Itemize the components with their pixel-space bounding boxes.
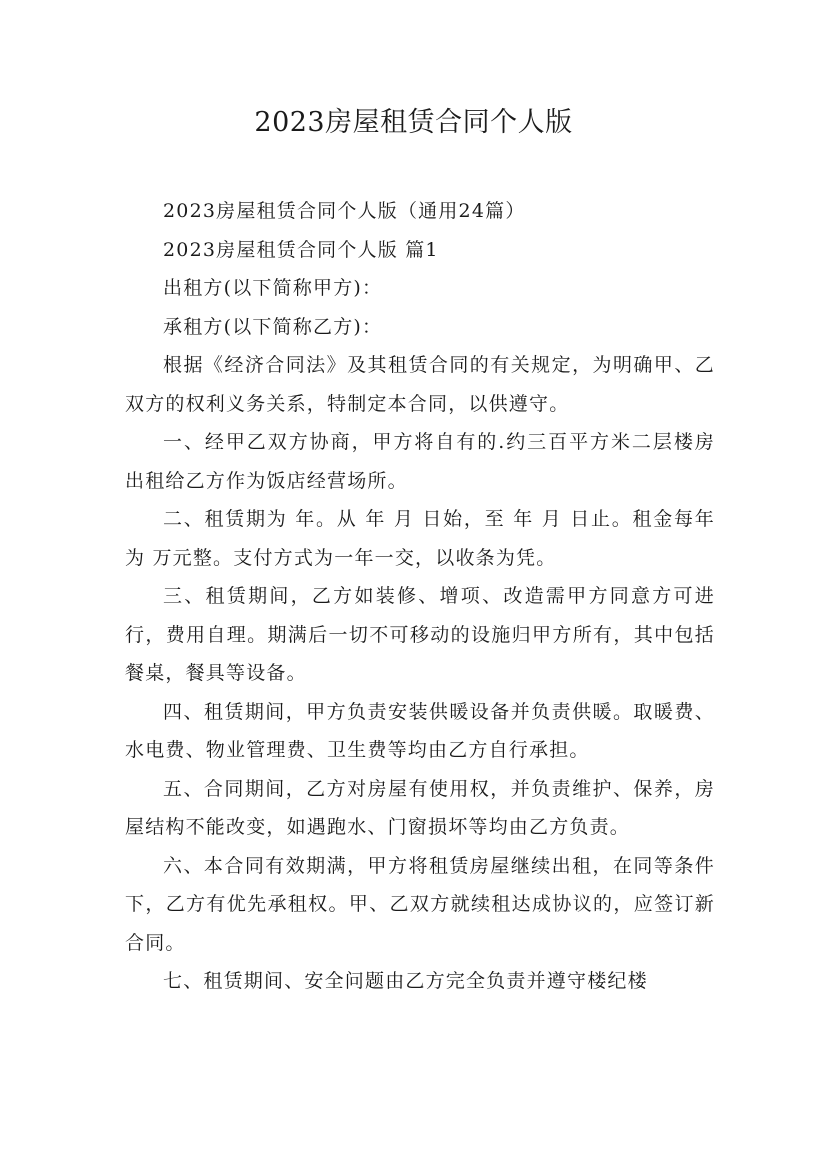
paragraph-lessee: 承租方(以下简称乙方)：	[163, 315, 383, 338]
document-body	[125, 192, 715, 1001]
paragraph-clause-6: 六、本合同有效期满，甲方将租赁房屋继续出租，在同等条件下，乙方有优先承租权。甲、乙双方就续租达成协议的，应签订新合同。	[125, 854, 715, 954]
paragraph-section-heading: 2023房屋租赁合同个人版 篇1	[163, 238, 439, 261]
paragraph-clause-4: 四、租赁期间，甲方负责安装供暖设备并负责供暖。取暖费、水电费、物业管理费、卫生费等均由乙方自行承担。	[125, 700, 715, 761]
paragraph-preamble: 根据《经济合同法》及其租赁合同的有关规定，为明确甲、乙双方的权利义务关系，特制定本合同，以供遵守。	[125, 354, 715, 415]
document-title: 2023房屋租赁合同个人版	[254, 107, 573, 138]
paragraph-clause-7: 七、租赁期间、安全问题由乙方完全负责并遵守楼纪楼	[163, 970, 648, 992]
paragraph-clause-2: 二、租赁期为 年。从 年 月 日始，至 年 月 日止。租金每年为 万元整。支付方式为一年一交，以收条为凭。	[125, 508, 715, 569]
paragraph-lessor: 出租方(以下简称甲方)：	[163, 277, 383, 299]
paragraph-clause-3: 三、租赁期间，乙方如装修、增项、改造需甲方同意方可进行，费用自理。期满后一切不可移动的设施归甲方所有，其中包括餐桌，餐具等设备。	[125, 585, 715, 684]
paragraph-clause-5: 五、合同期间，乙方对房屋有使用权，并负责维护、保养，房屋结构不能改变，如遇跑水、门窗损坏等均由乙方负责。	[125, 777, 715, 838]
paragraph-clause-1: 一、经甲乙双方协商，甲方将自有的.约三百平方米二层楼房出租给乙方作为饭店经营场所。	[125, 431, 715, 492]
paragraph-subtitle: 2023房屋租赁合同个人版（通用24篇）	[163, 200, 526, 222]
